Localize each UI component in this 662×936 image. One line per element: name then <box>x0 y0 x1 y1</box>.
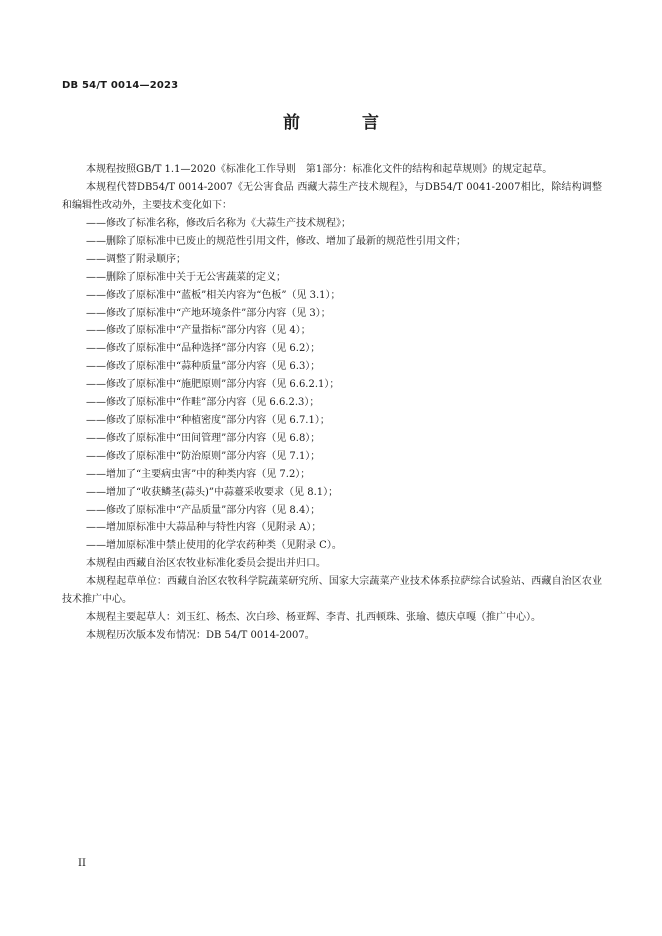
paragraph-drafting-units: 本规程起草单位：西藏自治区农牧科学院蔬菜研究所、国家大宗蔬菜产业技术体系拉萨综合试验站、西藏自治区农业技术推广中心。 <box>62 576 602 606</box>
page-number: II <box>78 858 86 869</box>
list-item: ——增加了“收获鳞茎(蒜头)”中蒜薹采收要求（见 8.1）； <box>86 486 339 498</box>
list-item: ——修改了原标准中“施肥原则”部分内容（见 6.6.2.1）； <box>86 379 340 391</box>
list-item: ——修改了原标准中“田间管理”部分内容（见 6.8）； <box>86 432 321 444</box>
list-item: ——删除了原标准中关于无公害蔬菜的定义； <box>86 271 286 283</box>
list-item: ——修改了原标准中“种植密度”部分内容（见 6.7.1）； <box>86 414 330 426</box>
document-code: DB 54/T 0014—2023 <box>62 80 179 91</box>
list-item: ——修改了原标准中“作畦”部分内容（见 6.6.2.3）； <box>86 397 320 409</box>
list-item: ——调整了附录顺序； <box>86 253 186 265</box>
list-item: ——增加了“主要病虫害”中的种类内容（见 7.2）； <box>86 468 311 480</box>
list-item: ——修改了标准名称，修改后名称为《大蒜生产技术规程》； <box>86 218 351 229</box>
paragraph-proposed-by: 本规程由西藏自治区农牧业标准化委员会提出并归口。 <box>86 558 326 570</box>
list-item: ——修改了原标准中“品种选择”部分内容（见 6.2）； <box>86 343 321 355</box>
changes-list <box>62 215 602 555</box>
list-item: ——修改了原标准中“蒜种质量”部分内容（见 6.3）； <box>86 361 321 373</box>
list-item: ——修改了原标准中“防治原则”部分内容（见 7.1）； <box>86 450 321 462</box>
list-item: ——修改了原标准中“产地环境条件”部分内容（见 3）； <box>86 307 331 319</box>
list-item: ——增加原标准中禁止使用的化学农药种类（见附录 C）。 <box>86 540 342 552</box>
list-item: ——修改了原标准中“蓝板”相关内容为“色板”（见 3.1）； <box>86 289 341 301</box>
paragraph-drafting-basis: 本规程按照GB/T 1.1—2020《标准化工作导则 第1部分：标准化文件的结构和起草规则》的规定起草。 <box>86 164 553 175</box>
list-item: ——增加原标准中大蒜品种与特性内容（见附录 A）； <box>86 522 322 534</box>
list-item: ——修改了原标准中“产品质量”部分内容（见 8.4）； <box>86 504 321 516</box>
page-title: 前 言 <box>283 113 407 133</box>
list-item: ——修改了原标准中“产量指标”部分内容（见 4）； <box>86 325 311 337</box>
foreword-body <box>62 161 602 645</box>
paragraph-version-history: 本规程历次版本发布情况：DB 54/T 0014-2007。 <box>86 630 315 642</box>
list-item: ——删除了原标准中已废止的规范性引用文件，修改、增加了最新的规范性引用文件； <box>86 235 466 247</box>
paragraph-drafters: 本规程主要起草人：刘玉红、杨杰、次白珍、杨亚辉、李青、扎西顿珠、张瑜、德庆卓嘎（推广中心）。 <box>86 612 541 624</box>
paragraph-replacement: 本规程代替DB54/T 0014-2007《无公害食品 西藏大蒜生产技术规程》，与DB54/T 0041-2007相比，除结构调整和编辑性改动外，主要技术变化如下： <box>62 182 602 211</box>
